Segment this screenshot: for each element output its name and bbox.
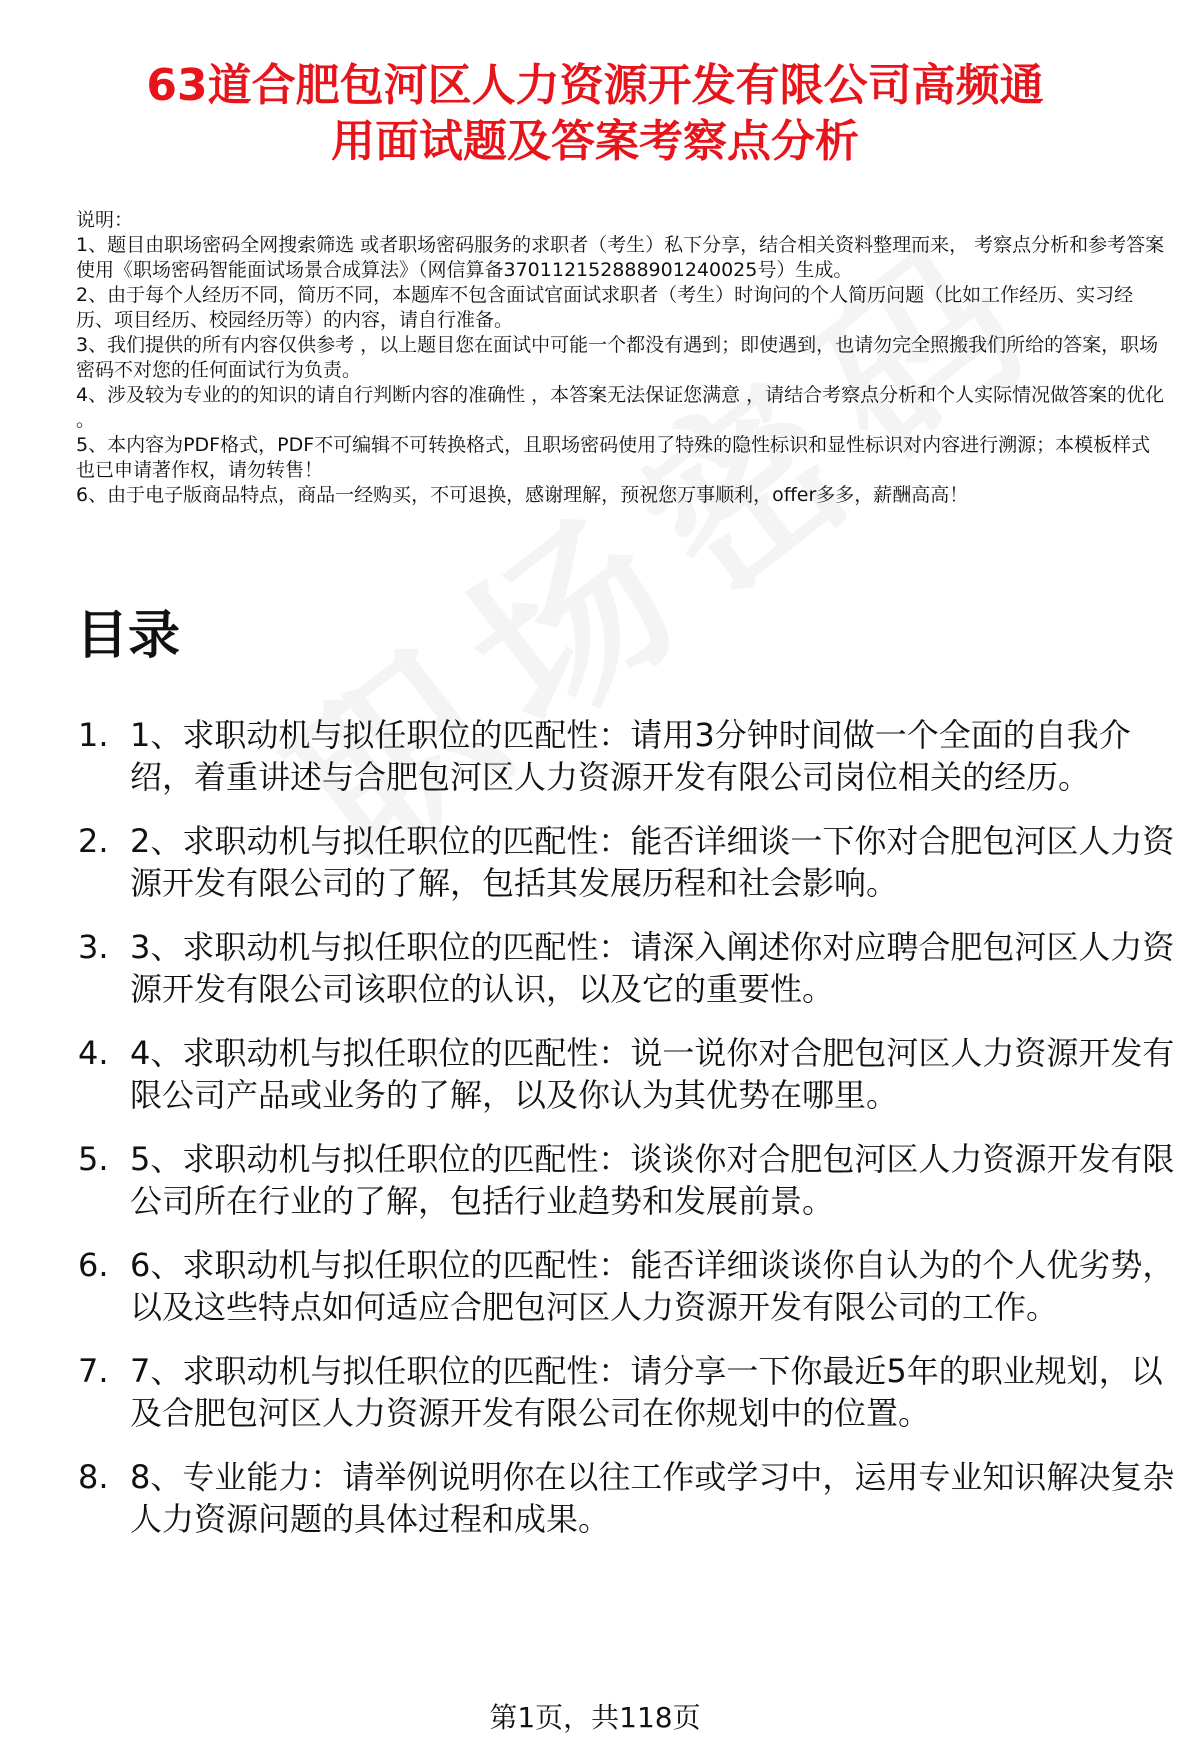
toc-item[interactable] [76,714,1176,798]
toc-item-number: 6. [78,1246,109,1284]
toc-list [76,714,1176,1562]
note-item: 3、我们提供的所有内容仅供参考 ，以上题目您在面试中可能一个都没有遇到；即使遇到，也请勿完全照搬我们所给的答案，职场密码不对您的任何面试行为负责。 [76,334,1159,381]
toc-item-number: 3. [78,928,109,966]
note-item: 1、题目由职场密码全网搜索筛选 或者职场密码服务的求职者（考生）私下分享，结合相关资料整理而来， 考察点分析和参考答案使用《职场密码智能面试场景合成算法》（网信算备370112152888901240025号）生成。 [76,234,1165,281]
toc-item-number: 8. [78,1458,109,1496]
note-item: 2、由于每个人经历不同，简历不同，本题库不包含面试官面试求职者（考生）时询问的个人简历问题（比如工作经历、实习经历、项目经历、校园经历等）的内容，请自行准备。 [76,284,1134,331]
toc-item[interactable] [76,1138,1176,1222]
toc-item-text: 1、求职动机与拟任职位的匹配性：请用3分钟时间做一个全面的自我介绍，着重讲述与合肥包河区人力资源开发有限公司岗位相关的经历。 [130,716,1131,796]
toc-item[interactable] [76,1456,1176,1540]
toc-heading: 目录 [76,606,181,666]
toc-item[interactable] [76,1350,1176,1434]
toc-item-number: 4. [78,1034,109,1072]
note-item: 6、由于电子版商品特点，商品一经购买，不可退换，感谢理解，预祝您万事顺利，offer多多，薪酬高高！ [76,484,969,506]
toc-item-text: 5、求职动机与拟任职位的匹配性：谈谈你对合肥包河区人力资源开发有限公司所在行业的了解，包括行业趋势和发展前景。 [130,1140,1175,1220]
toc-item-text: 3、求职动机与拟任职位的匹配性：请深入阐述你对应聘合肥包河区人力资源开发有限公司该职位的认识，以及它的重要性。 [130,928,1175,1008]
toc-item[interactable] [76,820,1176,904]
toc-item-number: 7. [78,1352,109,1390]
toc-item-text: 7、求职动机与拟任职位的匹配性：请分享一下你最近5年的职业规划，以及合肥包河区人力资源开发有限公司在你规划中的位置。 [130,1352,1163,1432]
note-item: 4、涉及较为专业的的知识的请自行判断内容的准确性 ，本答案无法保证您满意 ，请结合考察点分析和个人实际情况做答案的优化 。 [76,384,1165,431]
toc-item[interactable] [76,1032,1176,1116]
toc-item-text: 2、求职动机与拟任职位的匹配性：能否详细谈一下你对合肥包河区人力资源开发有限公司的了解，包括其发展历程和社会影响。 [130,822,1175,902]
toc-item-text: 8、专业能力：请举例说明你在以往工作或学习中，运用专业知识解决复杂人力资源问题的具体过程和成果。 [130,1458,1175,1538]
title-line-2: 用面试题及答案考察点分析 [331,116,859,167]
notes-section [76,208,1166,508]
title-line-1: 63道合肥包河区人力资源开发有限公司高频通 [146,60,1044,111]
toc-item[interactable] [76,926,1176,1010]
toc-item-number: 1. [78,716,109,754]
toc-item-number: 5. [78,1140,109,1178]
page-title [60,58,1130,170]
notes-heading: 说明： [76,209,134,231]
toc-item-number: 2. [78,822,109,860]
toc-item-text: 6、求职动机与拟任职位的匹配性：能否详细谈谈你自认为的个人优劣势，以及这些特点如何适应合肥包河区人力资源开发有限公司的工作。 [130,1246,1175,1326]
toc-item-text: 4、求职动机与拟任职位的匹配性：说一说你对合肥包河区人力资源开发有限公司产品或业务的了解，以及你认为其优势在哪里。 [130,1034,1175,1114]
note-item: 5、本内容为PDF格式，PDF不可编辑不可转换格式，且职场密码使用了特殊的隐性标识和显性标识对内容进行溯源；本模板样式也已申请著作权，请勿转售！ [76,434,1151,481]
toc-item[interactable] [76,1244,1176,1328]
page-footer: 第1页，共118页 [489,1701,701,1734]
